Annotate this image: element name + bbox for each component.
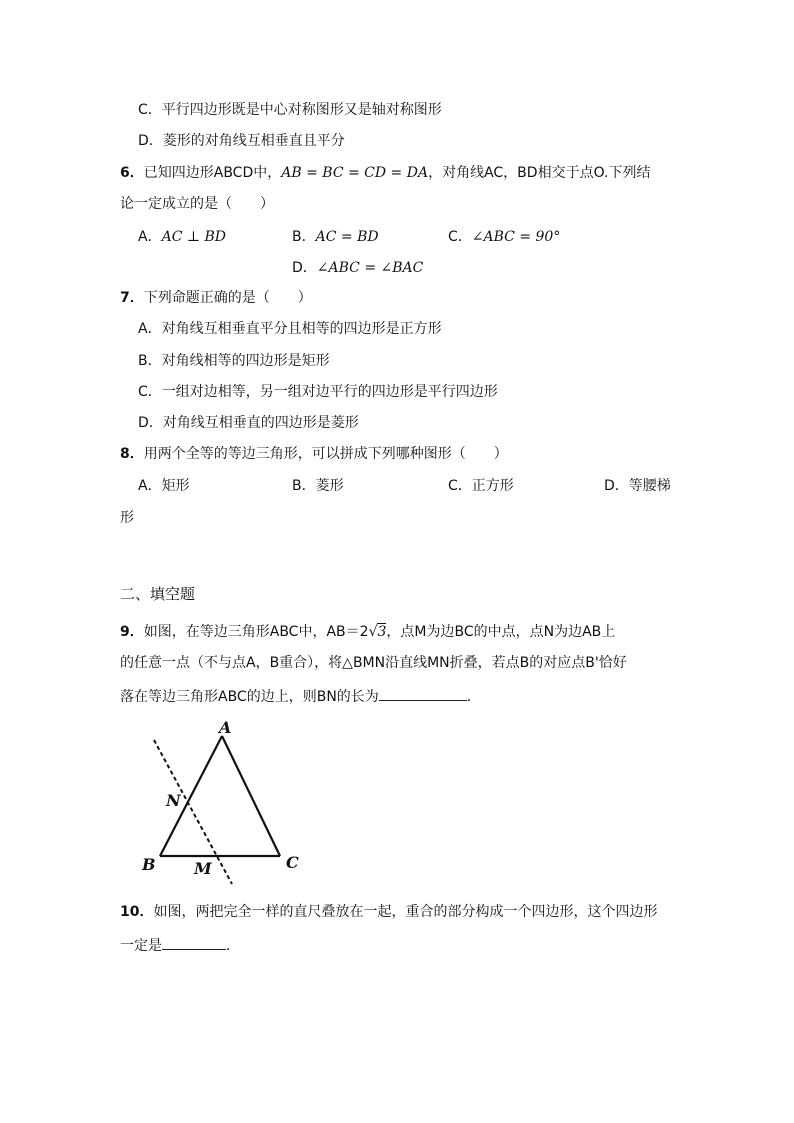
q10-line1 [120,902,657,922]
q6-option-d [292,258,423,278]
q6-option-d-label: D． [292,260,317,276]
q7-option-c: C．一组对边相等，另一组对边平行的四边形是平行四边形 [138,384,498,400]
sqrt-argument: 3 [377,624,387,640]
q9-line1 [120,622,615,642]
q8-option-b: B．菱形 [292,478,344,494]
q10-line1-text: 如图，两把完全一样的直尺叠放在一起，重合的部分构成一个四边形，这个四边形 [153,904,658,920]
q6-option-b-label: B． [292,229,316,245]
q6-stem-pre: 已知四边形ABCD中， [143,165,282,181]
q6-option-a [138,227,226,247]
q8-option-d: D．等腰梯 [604,478,671,494]
sqrt-symbol: √ [368,624,378,640]
q7-stem-text: 下列命题正确的是（ ） [143,290,312,306]
label-a: A [219,718,232,737]
q6-option-c-label: C． [448,229,472,245]
triangle-side-ac [222,736,280,856]
q6-option-c-text: ∠ABC = 90° [471,229,561,245]
label-b: B [142,855,156,874]
q9-answer-blank[interactable] [379,685,467,701]
q6-stem-post: ，对角线AC，BD相交于点O.下列结 [428,165,651,181]
q6-option-a-text: AC ⊥ BD [161,229,226,245]
label-m: M [194,859,212,878]
q9-line1-pre: 如图，在等边三角形ABC中，AB＝2 [143,624,369,640]
q6-number: 6． [120,165,144,181]
q6-option-c [448,227,560,247]
q7-option-d: D．对角线互相垂直的四边形是菱形 [138,415,359,431]
q10-line2 [120,934,230,956]
q7-option-b: B．对角线相等的四边形是矩形 [138,353,330,369]
q7-stem [120,288,312,308]
q6-option-d-text: ∠ABC = ∠BAC [316,260,424,276]
q9-line2: 的任意一点（不与点A，B重合），将△BMN沿直线MN折叠，若点B的对应点B'恰好 [120,655,627,671]
q6-stem-line2: 论一定成立的是（ ） [120,196,274,212]
fold-line-mn [154,740,232,884]
q10-number: 10． [120,904,154,920]
q9-line3-text: 落在等边三角形ABC的边上，则BN的长为 [120,689,379,705]
q8-option-d-wrap: 形 [120,510,134,526]
triangle-figure [134,718,314,888]
q6-option-a-label: A． [138,229,162,245]
q5-option-d: D．菱形的对角线互相垂直且平分 [138,133,345,149]
q8-option-a: A．矩形 [138,478,190,494]
q6-stem [120,163,650,183]
q7-option-a: A．对角线互相垂直平分且相等的四边形是正方形 [138,321,442,337]
q10-line2-end: . [226,938,231,954]
q8-option-c: C．正方形 [448,478,514,494]
label-c: C [286,853,299,872]
q6-stem-math: AB = BC = CD = DA [281,165,429,181]
section-title: 二、填空题 [120,585,196,603]
q9-number: 9． [120,624,144,640]
q8-stem-text: 用两个全等的等边三角形，可以拼成下列哪种图形（ ） [143,446,508,462]
q6-option-b-text: AC = BD [315,229,379,245]
q6-option-b [292,227,379,247]
q5-option-c: C．平行四边形既是中心对称图形又是轴对称图形 [138,102,442,118]
label-n: N [166,791,181,810]
q8-number: 8． [120,446,144,462]
q10-line2-text: 一定是 [120,938,162,954]
q9-line3-end: . [466,689,472,705]
q8-stem [120,444,508,464]
q7-number: 7． [120,290,144,306]
q9-line1-post: ，点M为边BC的中点，点N为边AB上 [386,624,616,640]
q10-answer-blank[interactable] [162,934,226,950]
q9-line3 [120,685,471,707]
